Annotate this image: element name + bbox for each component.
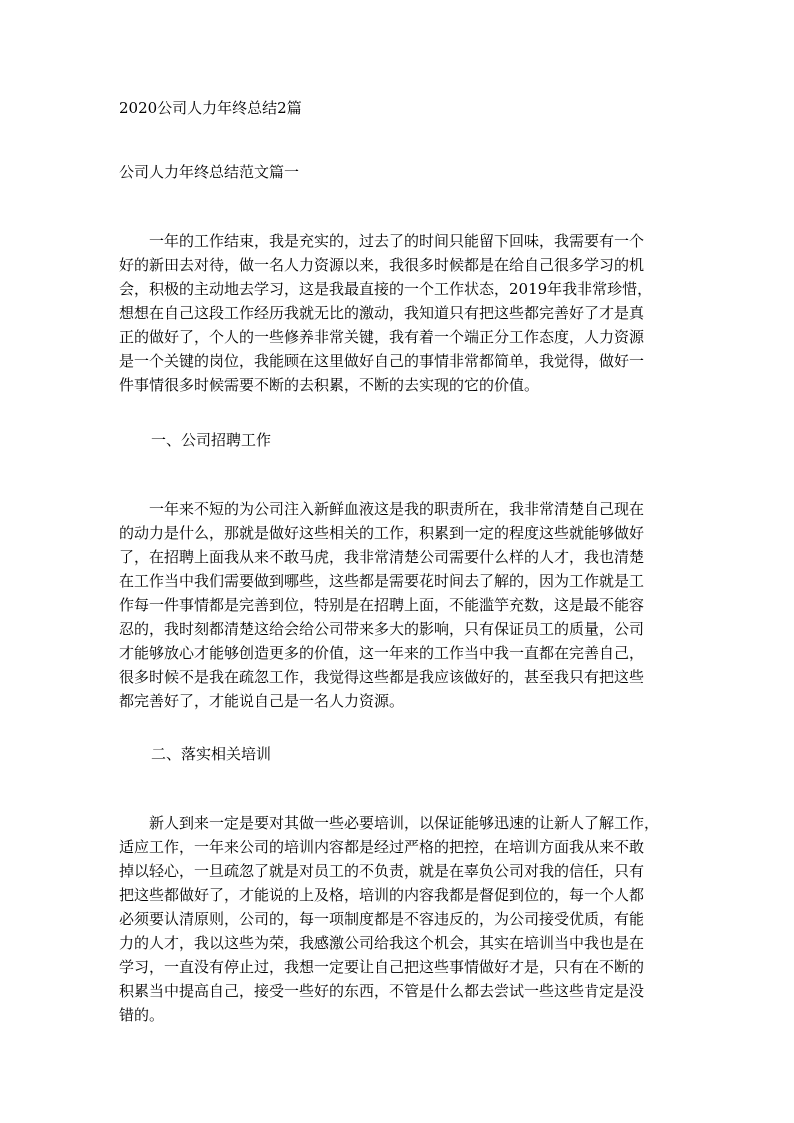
paragraph-line: 在工作当中我们需要做到哪些，这些都是需要花时间去了解的，因为工作就是工 bbox=[119, 572, 645, 590]
paragraph-line: 的动力是什么，那就是做好这些相关的工作，积累到一定的程度这些就能够做好 bbox=[119, 524, 645, 542]
paragraph-line: 件事情很多时候需要不断的去积累，不断的去实现的它的价值。 bbox=[119, 376, 540, 394]
paragraph-line: 都完善好了，才能说自己是一名人力资源。 bbox=[119, 692, 405, 710]
document-title: 2020公司人力年终总结2篇 bbox=[119, 99, 302, 117]
paragraph-line: 学习，一直没有停止过，我想一定要让自己把这些事情做好才是，只有在不断的 bbox=[119, 958, 645, 976]
paragraph-line: 适应工作，一年来公司的培训内容都是经过严格的把控，在培训方面我从来不敢 bbox=[119, 838, 645, 856]
paragraph-line: 积累当中提高自己，接受一些好的东西，不管是什么都去尝试一些这些肯定是没 bbox=[119, 982, 645, 1000]
section-heading-recruitment: 一、公司招聘工作 bbox=[151, 431, 272, 449]
paragraph-2 bbox=[119, 497, 679, 713]
paragraph-line: 掉以轻心，一旦疏忽了就是对员工的不负责，就是在辜负公司对我的信任，只有 bbox=[119, 862, 645, 880]
paragraph-line: 才能够放心才能够创造更多的价值，这一年来的工作当中我一直都在完善自己， bbox=[119, 644, 645, 662]
paragraph-line: 错的。 bbox=[119, 1006, 165, 1024]
paragraph-line: 一年的工作结束，我是充实的，过去了的时间只能留下回味，我需要有一个 bbox=[149, 232, 645, 250]
paragraph-line: 必须要认清原则，公司的，每一项制度都是不容违反的，为公司接受优质，有能 bbox=[119, 910, 645, 928]
paragraph-3 bbox=[119, 811, 679, 1027]
paragraph-line: 很多时候不是我在疏忽工作，我觉得这些都是我应该做好的，甚至我只有把这些 bbox=[119, 668, 645, 686]
paragraph-line: 力的人才，我以这些为荣，我感激公司给我这个机会，其实在培训当中我也是在 bbox=[119, 934, 645, 952]
paragraph-line: 作每一件事情都是完善到位，特别是在招聘上面，不能滥竽充数，这是最不能容 bbox=[119, 596, 645, 614]
paragraph-line: 正的做好了，个人的一些修养非常关键，我有着一个端正分工作态度，人力资源 bbox=[119, 328, 645, 346]
section-heading-training: 二、落实相关培训 bbox=[151, 745, 272, 763]
paragraph-line: 是一个关键的岗位，我能顾在这里做好自己的事情非常都简单，我觉得，做好一 bbox=[119, 352, 645, 370]
paragraph-line: 一年来不短的为公司注入新鲜血液这是我的职责所在，我非常清楚自己现在 bbox=[149, 500, 645, 518]
document-subtitle: 公司人力年终总结范文篇一 bbox=[119, 163, 300, 181]
paragraph-line: 忍的，我时刻都清楚这给会给公司带来多大的影响，只有保证员工的质量，公司 bbox=[119, 620, 645, 638]
paragraph-line: 了，在招聘上面我从来不敢马虎，我非常清楚公司需要什么样的人才，我也清楚 bbox=[119, 548, 645, 566]
paragraph-1 bbox=[119, 229, 679, 397]
paragraph-line: 新人到来一定是要对其做一些必要培训，以保证能够迅速的让新人了解工作， bbox=[149, 814, 660, 832]
paragraph-line: 好的新田去对待，做一名人力资源以来，我很多时候都是在给自己很多学习的机 bbox=[119, 256, 645, 274]
paragraph-line: 想想在自己这段工作经历我就无比的激动，我知道只有把这些都完善好了才是真 bbox=[119, 304, 645, 322]
paragraph-line: 会，积极的主动地去学习，这是我最直接的一个工作状态，2019年我非常珍惜， bbox=[119, 280, 653, 298]
paragraph-line: 把这些都做好了，才能说的上及格，培训的内容我都是督促到位的，每一个人都 bbox=[119, 886, 645, 904]
